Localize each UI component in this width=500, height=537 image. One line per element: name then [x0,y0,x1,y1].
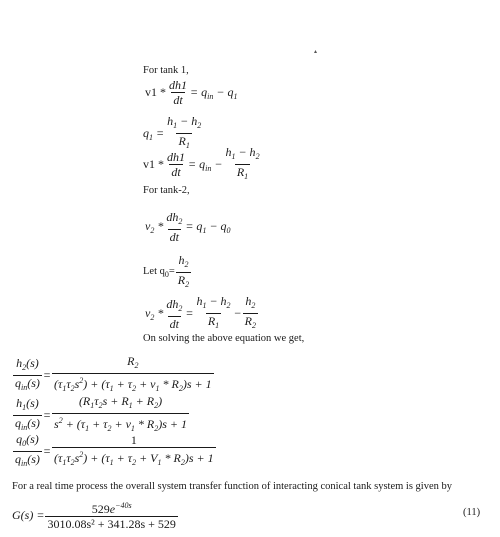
equation-tank1-substituted: v1 * $\frac{dh1}{dt}$ = $q_{in}$ − $\frac{h_1 - h_2}{R_1}$ [143,145,263,184]
label-tank-2: For tank-2, [143,185,190,196]
label-solving: On solving the above equation we get, [143,333,305,344]
transfer-h2-qin: $\frac{h_2(s)}{q_{in}(s)}$ = $\frac{R_2}{(\tau_1\tau_2s^2) + (\tau_1 + \tau_2 + v_1 * R_2)s + 1}$ [12,354,215,396]
equation-tank1-balance: v1 * $\frac{dh1}{dt}$ = $q_{in} - q_1$ [145,78,238,107]
transfer-h1-qin: $\frac{h_1(s)}{q_{in}(s)}$ = $\frac{(R_1\tau_2s + R_1 + R_2)}{s^2 + (\tau_1 + \tau_2 + v_1 * R_2)s + 1}$ [12,394,190,436]
transfer-numerator: 529 [91,502,110,516]
transfer-q0-qin: $\frac{q_0(s)}{q_{in}(s)}$ = $\frac{1}{(\tau_1\tau_2s^2) + (\tau_1 + \tau_2 + V_1 * R_2)s + 1}$ [12,432,217,471]
equation-tank2-substituted: $v_2$ * $\frac{dh_2}{dt}$ = $\frac{h_1 - h_2}{R_1}$ − $\frac{h_2}{R_2}$ [145,294,259,333]
page-mark: ▴ [314,49,318,55]
equation-tank2-balance: $v_2$ * $\frac{dh_2}{dt}$ = $q_1 - q_0$ [145,210,231,244]
equation-overall-transfer: G(s) = $\frac{529e^{-40s}}{\text{3010.08s² + 341.28s + 529}}$ [12,501,176,531]
transfer-exponent: −40s [115,501,132,510]
label-tank-1: For tank 1, [143,65,189,76]
equation-q1: $q_1$ = $\frac{h_1 - h_2}{R_1}$ [143,114,204,153]
label-realtime: For a real time process the overall system transfer function of interacting conical tank system is given by [12,481,452,492]
equation-number: (11) [463,507,481,518]
transfer-lhs: G(s) = [12,507,45,522]
transfer-denominator: 3010.08s² + 341.28s + 529 [47,517,176,531]
equation-q0: Let $q_0=$ $\frac{h_2}{R_2}$ [143,253,192,292]
